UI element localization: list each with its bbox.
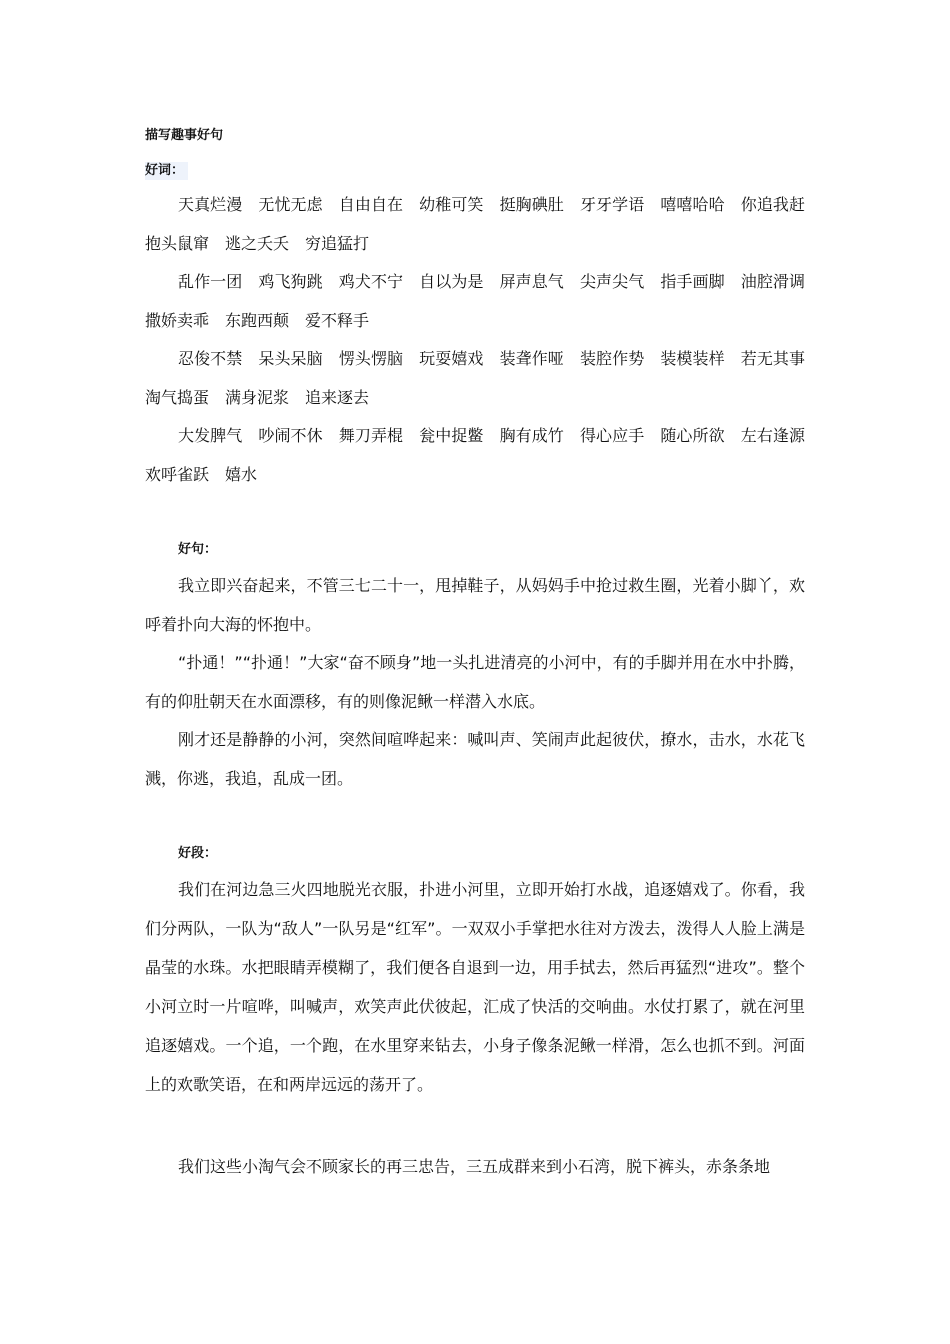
words-paragraph-2: 乱作一团 鸡飞狗跳 鸡犬不宁 自以为是 屏声息气 尖声尖气 指手画脚 油腔滑调 撒娇卖乖 东跑西颠 爱不释手 bbox=[145, 272, 822, 330]
paragraph-section-label: 好段： bbox=[178, 846, 218, 861]
sentence-paragraph-3: 刚才还是静静的小河，突然间喧哗起来：喊叫声、笑闹声此起彼伏，撩水，击水，水花飞溅，你逃，我追，乱成一团。 bbox=[145, 730, 805, 788]
good-paragraph-2: 我们这些小淘气会不顾家长的再三忠告，三五成群来到小石湾，脱下裤头，赤条条地 bbox=[178, 1157, 771, 1176]
sentences-section-label: 好句： bbox=[178, 542, 218, 557]
words-section-label: 好词： bbox=[145, 162, 188, 180]
words-paragraph-3: 忍俊不禁 呆头呆脑 愣头愣脑 玩耍嬉戏 装聋作哑 装腔作势 装模装样 若无其事 淘气捣蛋 满身泥浆 追来逐去 bbox=[145, 349, 822, 407]
words-paragraph-1: 天真烂漫 无忧无虑 自由自在 幼稚可笑 挺胸碘肚 牙牙学语 嘻嘻哈哈 你追我赶 抱头鼠窜 逃之夭夭 穷追猛打 bbox=[145, 195, 822, 253]
good-paragraph-1: 我们在河边急三火四地脱光衣服，扑进小河里，立即开始打水战，追逐嬉戏了。你看，我们分两队，一队为“敌人”一队另是“红军”。一双双小手掌把水往对方泼去，泼得人人脸上满是晶莹的水珠。水把眼睛弄模糊了，我们便各自退到一边，用手拭去，然后再猛烈“进攻”。整个小河立时一片喧哗，叫喊声，欢笑声此伏彼起，汇成了快活的交响曲。水仗打累了，就在河里追逐嬉戏。一个追，一个跑，在水里穿来钻去，小身子像条泥鳅一样滑，怎么也抓不到。河面上的欢歌笑语，在和两岸远远的荡开了。 bbox=[145, 880, 805, 1094]
sentence-paragraph-2: “扑通！”“扑通！”大家“奋不顾身”地一头扎进清亮的小河中，有的手脚并用在水中扑腾，有的仰肚朝天在水面漂移，有的则像泥鳅一样潜入水底。 bbox=[145, 653, 805, 711]
words-paragraph-4: 大发脾气 吵闹不休 舞刀弄棍 瓮中捉鳖 胸有成竹 得心应手 随心所欲 左右逢源 欢呼雀跃 嬉水 bbox=[145, 426, 822, 484]
sentence-paragraph-1: 我立即兴奋起来，不管三七二十一，甩掉鞋子，从妈妈手中抢过救生圈，光着小脚丫，欢呼着扑向大海的怀抱中。 bbox=[145, 576, 805, 634]
document-title: 描写趣事好句 bbox=[145, 128, 224, 143]
